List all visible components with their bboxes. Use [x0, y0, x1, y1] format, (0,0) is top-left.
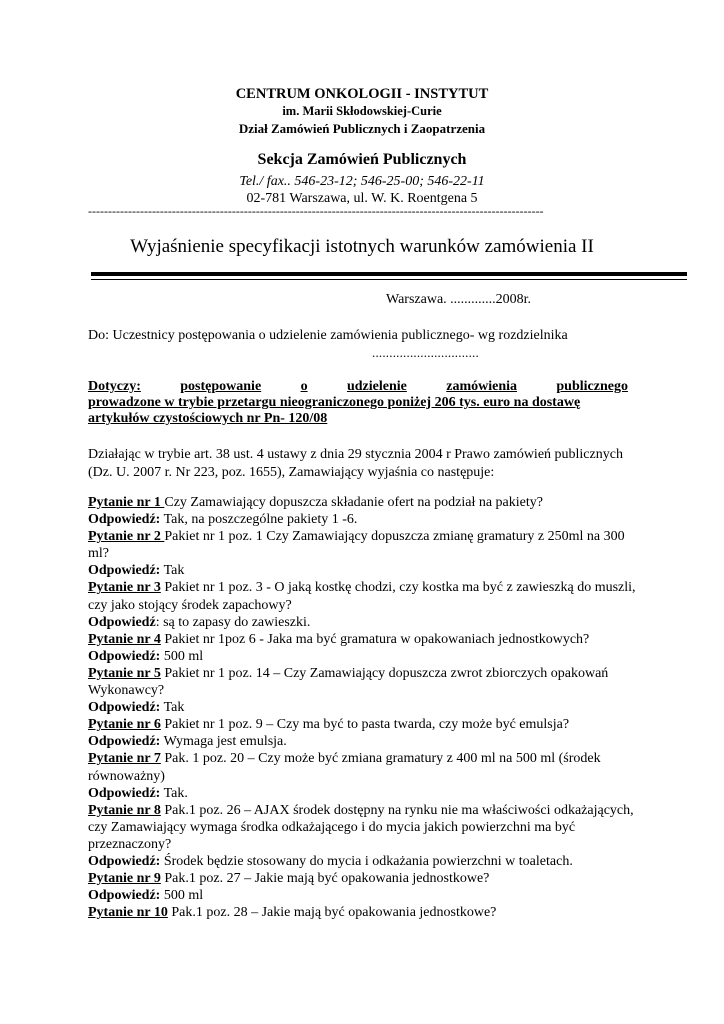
answer-label: Odpowiedź:: [88, 785, 161, 801]
question: [88, 494, 640, 511]
question-text: Pakiet nr 1 poz. 1 Czy Zamawiający dopuszcza zmianę gramatury z 250ml na 300 ml?: [88, 529, 625, 562]
qa-item-5: [88, 665, 640, 716]
qa-item-9: [88, 870, 640, 904]
institution-patron: im. Marii Skłodowskiej-Curie: [282, 104, 442, 118]
question: [88, 870, 640, 887]
answer: [88, 785, 640, 802]
header-separator: ------------------------------------------------------------------------------------------------------------------: [88, 205, 544, 217]
qa-list: [88, 494, 640, 921]
qa-item-3: [88, 579, 640, 630]
question-text: Pakiet nr 1 poz. 14 – Czy Zamawiający dopuszcza zwrot zbiorczych opakowań Wykonawcy?: [88, 665, 609, 699]
department-name: Dział Zamówień Publicznych i Zaopatrzenia: [238, 121, 486, 136]
answer-label: Odpowiedź:: [88, 734, 161, 750]
question: [88, 750, 640, 784]
answer-label: Odpowiedź:: [88, 512, 161, 528]
subject-word: udzielenie: [346, 379, 407, 394]
answer: [88, 562, 640, 579]
document-date: Warszawa. .............2008r.: [386, 292, 532, 307]
subject-word: zamówienia: [446, 379, 517, 394]
question: [88, 579, 640, 613]
subject-word: publicznego: [556, 379, 628, 394]
subject-line-1: [88, 379, 628, 395]
qa-item-6: [88, 716, 640, 750]
contact-address: 02-781 Warszawa, ul. W. K. Roentgena 5: [246, 191, 478, 206]
question-text: Pak. 1 poz. 20 – Czy może być zmiana gramatury z 400 ml na 500 ml (środek równoważny): [88, 751, 601, 784]
question: [88, 665, 640, 699]
answer: [88, 887, 640, 904]
qa-item-2: [88, 528, 640, 579]
answer: [88, 648, 640, 665]
answer: [88, 733, 640, 750]
question-label: Pytanie nr 9: [88, 871, 161, 887]
qa-item-4: [88, 631, 640, 665]
answer-text: Tak: [160, 700, 185, 716]
subject-word: o: [300, 379, 308, 394]
question: [88, 631, 640, 648]
answer-label: Odpowiedź:: [88, 563, 161, 579]
subject-block: [88, 379, 628, 427]
contact-phones: Tel./ fax.. 546-23-12; 546-25-00; 546-22-11: [239, 174, 485, 189]
question: [88, 904, 640, 921]
question-label: Pytanie nr 6: [88, 717, 161, 733]
answer-text: 500 ml: [160, 648, 204, 664]
answer-text: : są to zapasy do zawieszki.: [155, 614, 311, 630]
subject-word: Dotyczy:: [88, 379, 141, 394]
question-text: Pak.1 poz. 26 – AJAX środek dostępny na rynku nie ma właściwości odkażających, czy Zamawiający wymaga środka odkażającego i do mycia jakich powierzchni ma być przeznaczony?: [88, 802, 634, 852]
question-label: Pytanie nr 3: [88, 580, 161, 596]
institution-name: CENTRUM ONKOLOGII - INSTYTUT: [235, 86, 489, 102]
title-rule-thin: [91, 279, 687, 280]
question-text: Pakiet nr 1 poz. 3 - O jaką kostkę chodzi, czy kostka ma być z zawieszką do muszli, czy jako stojący środek zapachowy?: [88, 580, 636, 613]
answer-text: Tak: [160, 563, 185, 579]
subject-line-3: artykułów czystościowych nr Pn- 120/08: [88, 411, 328, 426]
intro-paragraph: Działając w trybie art. 38 ust. 4 ustawy z dnia 29 stycznia 2004 r Prawo zamówień publicznych (Dz. U. 2007 r. Nr 223, poz. 1655), Zamawiający wyjaśnia co następuje:: [88, 447, 623, 480]
question: [88, 716, 640, 733]
document-title: Wyjaśnienie specyfikacji istotnych warunków zamówienia II: [130, 236, 594, 257]
answer: [88, 511, 640, 528]
qa-item-1: [88, 494, 640, 528]
answer: [88, 853, 640, 870]
question-label: Pytanie nr 5: [88, 665, 161, 681]
question-label: Pytanie nr 1: [88, 495, 165, 510]
answer: [88, 614, 640, 631]
question-label: Pytanie nr 8: [88, 802, 161, 818]
question-label: Pytanie nr 4: [88, 631, 161, 647]
answer-text: Środek będzie stosowany do mycia i odkażania powierzchni w toaletach.: [160, 853, 573, 869]
question-text: Pak.1 poz. 28 – Jakie mają być opakowania jednostkowe?: [167, 905, 497, 921]
question-label: Pytanie nr 10: [88, 905, 168, 921]
qa-item-8: [88, 802, 640, 870]
subject-line-2: prowadzone w trybie przetargu nieograniczonego poniżej 206 tys. euro na dostawę: [88, 395, 581, 410]
recipient-dots: ...............................: [372, 345, 479, 360]
recipient-line: Do: Uczestnicy postępowania o udzielenie zamówienia publicznego- wg rozdzielnika: [88, 328, 568, 343]
question-text: Pakiet nr 1 poz. 9 – Czy ma być to pasta twarda, czy może być emulsja?: [160, 717, 570, 733]
section-name: Sekcja Zamówień Publicznych: [257, 151, 467, 168]
answer-text: Tak, na poszczególne pakiety 1 -6.: [160, 512, 358, 528]
title-rule-thick: [91, 272, 687, 276]
answer-label: Odpowiedź:: [88, 648, 161, 664]
question-text: Pakiet nr 1poz 6 - Jaka ma być gramatura w opakowaniach jednostkowych?: [160, 631, 590, 647]
question-text: Czy Zamawiający dopuszcza składanie ofert na podział na pakiety?: [164, 495, 543, 510]
answer-label: Odpowiedź:: [88, 853, 161, 869]
answer-text: Tak.: [160, 785, 188, 801]
question: [88, 802, 640, 853]
qa-item-7: [88, 750, 640, 801]
answer-text: Wymaga jest emulsja.: [160, 734, 287, 750]
answer-text: 500 ml: [160, 888, 204, 904]
question-label: Pytanie nr 2: [88, 529, 165, 545]
answer: [88, 699, 640, 716]
subject-word: postępowanie: [180, 379, 262, 394]
question-label: Pytanie nr 7: [88, 751, 161, 767]
answer-label: Odpowiedź: [88, 614, 156, 630]
answer-label: Odpowiedź:: [88, 700, 161, 716]
answer-label: Odpowiedź:: [88, 888, 161, 904]
qa-item-10: [88, 904, 640, 921]
question-text: Pak.1 poz. 27 – Jakie mają być opakowania jednostkowe?: [160, 871, 490, 887]
question: [88, 528, 640, 562]
